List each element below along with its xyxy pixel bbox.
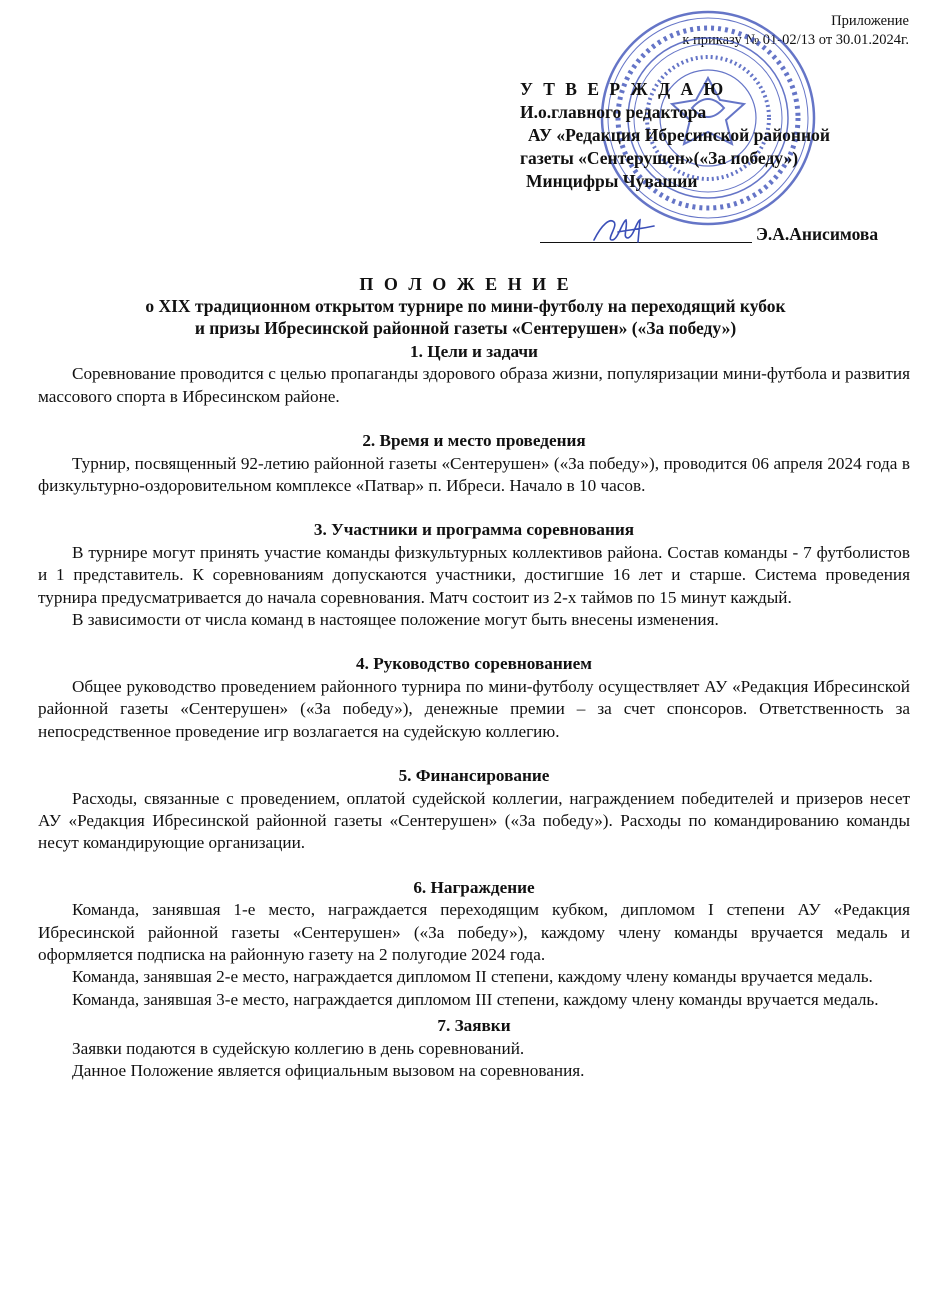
handwritten-signature-icon xyxy=(588,214,658,248)
title-main: П О Л О Ж Е Н И Е xyxy=(359,274,572,294)
section-3-paragraph-2: В зависимости от числа команд в настоящее положение могут быть внесены изменения. xyxy=(72,610,719,630)
appendix-line-2: к приказу № 01-02/13 от 30.01.2024г. xyxy=(682,32,909,48)
approval-heading: У Т В Е Р Ж Д А Ю xyxy=(520,79,727,99)
title-line-1: о XIX традиционном открытом турнире по мини-футболу на переходящий кубок xyxy=(145,296,786,316)
approval-position: И.о.главного редактора xyxy=(520,102,707,122)
section-1-paragraph-1: Соревнование проводится с целью пропаганды здорового образа жизни, популяризации мини-футбола и развития массового спорта в Ибресинском районе. xyxy=(38,364,910,406)
approval-org-line-2: газеты «Сентерушен»(«За победу») xyxy=(520,148,799,168)
section-7-paragraph-1: Заявки подаются в судейскую коллегию в день соревнований. xyxy=(72,1038,525,1058)
document-body xyxy=(38,341,910,1082)
section-5-title: 5. Финансирование xyxy=(398,766,550,786)
appendix-line-1: Приложение xyxy=(831,13,909,29)
section-5-paragraph-1: Расходы, связанные с проведением, оплатой судейской коллегии, награждением победителей и призеров несет АУ «Редакция Ибресинской районной газеты «Сентерушен» («За победу»). Расходы по командированию команды несут командирующие организации. xyxy=(38,788,910,853)
section-2-paragraph-1: Турнир, посвященный 92-летию районной газеты «Сентерушен» («За победу»), проводится 06 апреля 2024 года в физкультурно-оздоровительном комплексе «Патвар» п. Ибреси. Начало в 10 часов. xyxy=(38,453,910,496)
section-2-title: 2. Время и место проведения xyxy=(362,431,586,451)
section-1-title: 1. Цели и задачи xyxy=(410,342,538,361)
document-title xyxy=(0,273,931,339)
approval-org-line-1: АУ «Редакция Ибресинской районной xyxy=(528,125,830,145)
signer-name: Э.А.Анисимова xyxy=(756,224,879,244)
section-6-paragraph-2: Команда, занявшая 2-е место, награждается дипломом II степени, каждому члену команды вручается медаль. xyxy=(72,967,873,987)
section-3-title: 3. Участники и программа соревнования xyxy=(313,520,635,540)
approval-org-line-3: Минцифры Чувашии xyxy=(526,171,698,191)
section-6-title: 6. Награждение xyxy=(413,877,535,897)
section-6-paragraph-1: Команда, занявшая 1-е место, награждается переходящим кубком, дипломом I степени АУ «Редакция Ибресинской районной газеты «Сентерушен» («За победу»), каждому члену команды вручается медаль и оформляется подписка на районную газету на 2 полугодие 2024 года. xyxy=(38,900,910,964)
section-6-paragraph-3: Команда, занявшая 3-е место, награждается дипломом III степени, каждому члену команды вручается медаль. xyxy=(72,989,879,1009)
approval-block xyxy=(520,78,920,193)
section-4-paragraph-1: Общее руководство проведением районного турнира по мини-футболу осуществляет АУ «Редакция Ибресинской районной газеты «Сентерушен» («За победу»), денежные премии – за счет спонсоров. Ответственность за непосредственное проведение игр возлагается на судейскую коллегию. xyxy=(38,676,910,741)
section-4-title: 4. Руководство соревнованием xyxy=(356,654,592,674)
section-7-title: 7. Заявки xyxy=(437,1016,511,1036)
title-line-2: и призы Ибресинской районной газеты «Сентерушен» («За победу») xyxy=(194,318,737,338)
section-3-paragraph-1: В турнире могут принять участие команды физкультурных коллективов района. Состав команды - 7 футболистов и 1 представитель. К соревнованиям допускаются участники, достигшие 16 лет и старше. Система проведения турнира предусматривается до начала соревнования. Матч состоит из 2-х таймов по 15 минут каждый. xyxy=(38,542,910,607)
section-7-paragraph-2: Данное Положение является официальным вызовом на соревнования. xyxy=(72,1060,585,1080)
